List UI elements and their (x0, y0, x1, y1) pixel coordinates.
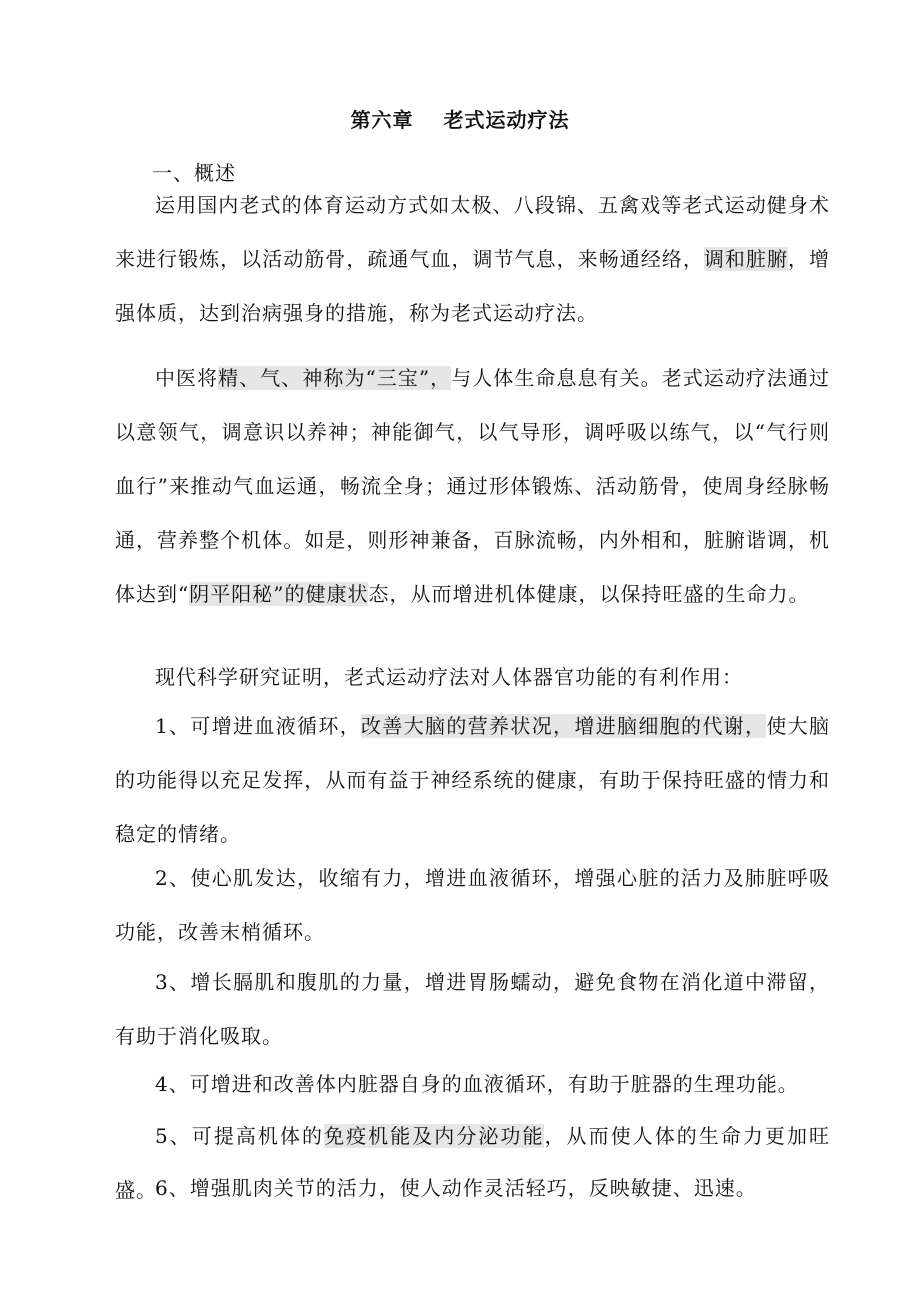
text-run: ，从而使人体的生命力更加旺盛。 (115, 1124, 830, 1202)
list-item-1 (115, 699, 830, 861)
paragraph-intro (115, 178, 830, 340)
highlighted-text: 精、气、神称为“三宝”， (218, 366, 452, 390)
list-item-4: 4、可增进和改善体内脏器自身的血液循环，有助于脏器的生理功能。 (155, 1072, 799, 1096)
section-heading: 一、概述 (152, 161, 236, 185)
paragraph-research: 现代科学研究证明，老式运动疗法对人体器官功能的有利作用： (155, 665, 743, 689)
list-item-2: 2、使心肌发达，收缩有力，增进血液循环，增强心脏的活力及肺脏呼吸功能，改善末梢循环。 (115, 866, 830, 944)
chapter-number: 第六章 (350, 108, 414, 132)
chapter-title (0, 104, 920, 133)
paragraph-three-treasures (115, 351, 830, 621)
text-run: 中医将 (155, 366, 219, 390)
text-run: 1、可增进血液循环， (155, 714, 362, 738)
highlighted-text: 免疫机能及内分泌功能 (324, 1124, 545, 1148)
highlighted-text: 改善大脑的营养状况，增进脑细胞的代谢， (361, 714, 767, 738)
text-run: 5、可提高机体的 (155, 1124, 325, 1148)
highlighted-text: 调和脏腑 (703, 247, 788, 271)
text-run: 运用国内老式的体育运动方式如太极、八段锦、五禽戏等老式运动健身术来进行锻炼，以活动筋骨，疏通气血，调节气息，来畅通经络， (115, 193, 830, 271)
text-run: 态，从而增进机体健康，以保持旺盛的生命力。 (368, 582, 810, 606)
highlighted-text: 阴平阳秘”的健康状 (189, 582, 369, 606)
text-run: ，增强体质，达到治病强身的措施，称为老式运动疗法。 (115, 247, 831, 325)
text-run: 与人体生命息息有关。老式运动疗法通过以意领气，调意识以养神；神能御气，以气导形，调呼吸以练气，以“气行则血行”来推动气血运通，畅流全身；通过形体锻炼、活动筋骨，使周身经脉畅通，营养整个机体。如是，则形神兼备，百脉流畅，内外相和，脏腑谐调，机体达到“ (115, 366, 831, 606)
list-item-6: 6、增强肌肉关节的活力，使人动作灵活轻巧，反映敏捷、迅速。 (155, 1176, 757, 1200)
list-item-3: 3、增长膈肌和腹肌的力量，增进胃肠蠕动，避免食物在消化道中滞留，有助于消化吸取。 (115, 970, 830, 1048)
text-run: 使大脑的功能得以充足发挥，从而有益于神经系统的健康，有助于保持旺盛的情力和稳定的情绪。 (115, 714, 831, 846)
chapter-name: 老式运动疗法 (443, 108, 570, 132)
